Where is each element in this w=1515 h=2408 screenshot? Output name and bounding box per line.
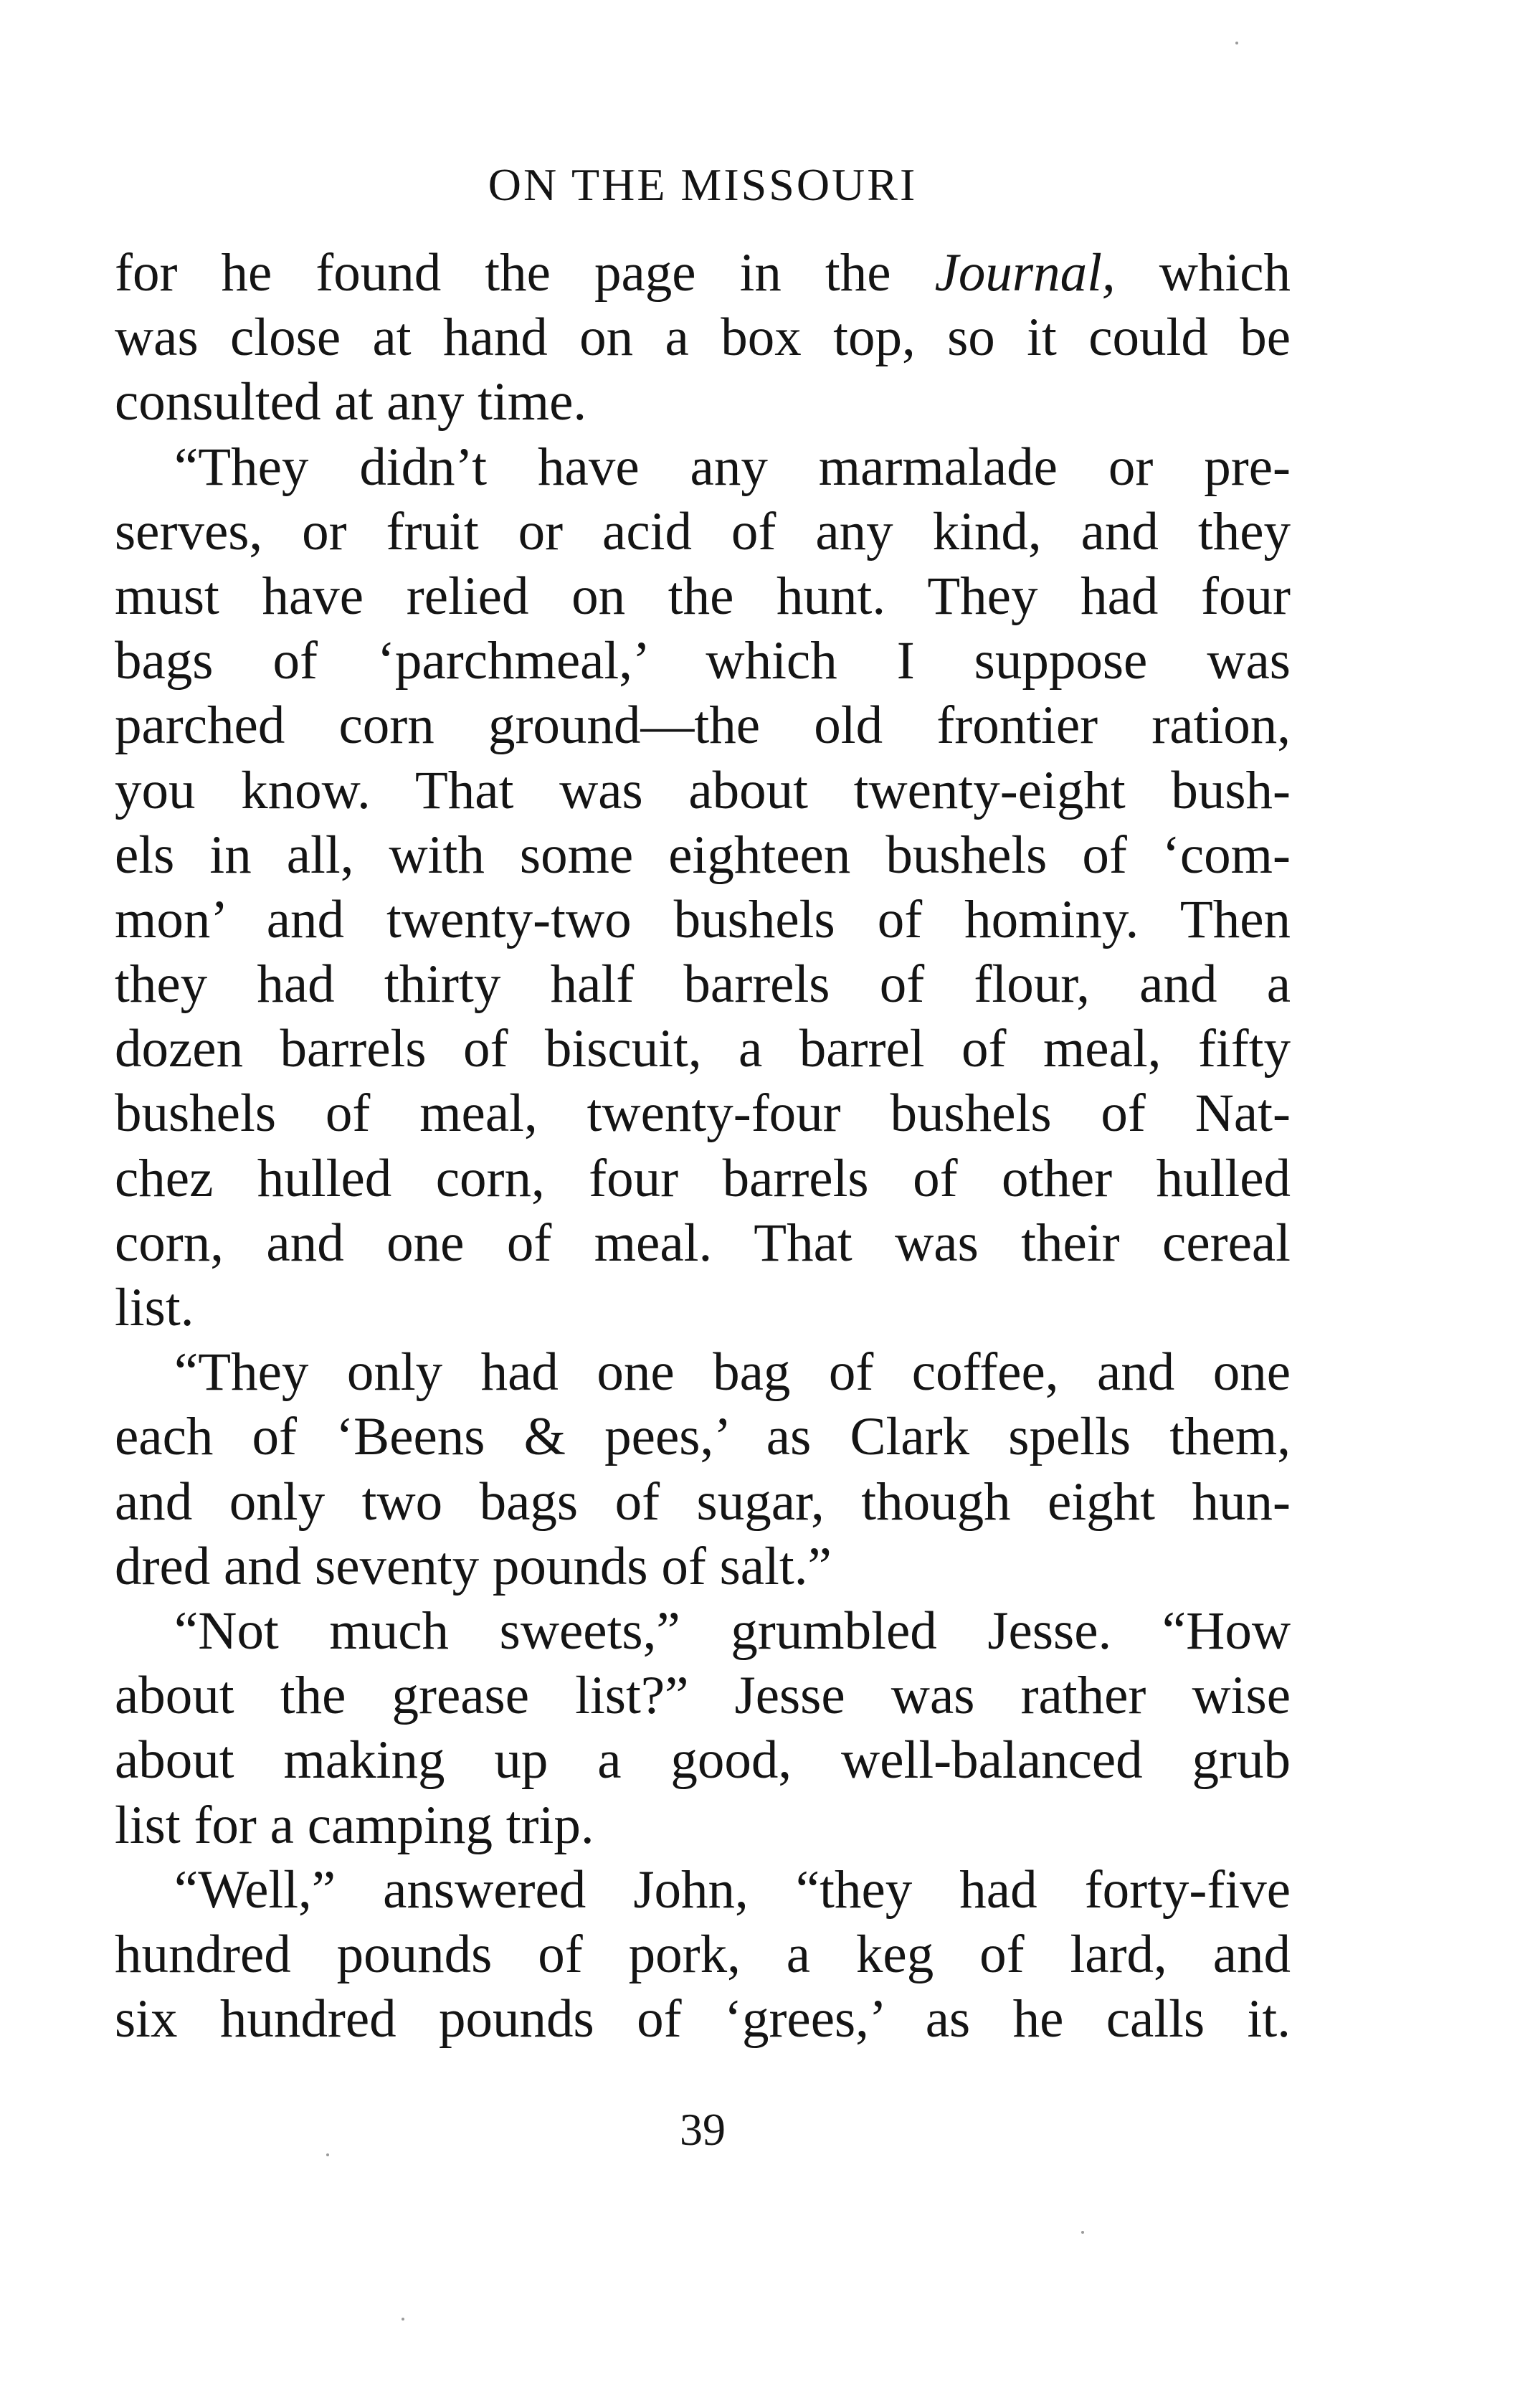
text-segment: must have relied on the hunt. They had four: [115, 566, 1291, 626]
text-line: [115, 1858, 1291, 1923]
text-line: [115, 1147, 1291, 1211]
text-segment: list for a camping trip.: [115, 1795, 594, 1855]
text-segment: “Well,” answered John, “they had forty-five: [174, 1859, 1291, 1920]
text-line: [115, 305, 1291, 370]
text-line: [115, 1340, 1291, 1405]
text-segment: they had thirty half barrels of flour, and a: [115, 954, 1291, 1015]
text-line: [115, 1728, 1291, 1793]
text-line: [115, 241, 1291, 305]
body-text: [115, 241, 1291, 2052]
text-line: [115, 500, 1291, 564]
text-segment: dozen barrels of biscuit, a barrel of meal, fifty: [115, 1019, 1291, 1079]
text-segment: “They only had one bag of coffee, and one: [174, 1342, 1291, 1403]
text-line: [115, 1599, 1291, 1664]
text-line: [115, 1793, 1291, 1858]
text-segment: dred and seventy pounds of salt.”: [115, 1536, 832, 1596]
running-head: ON THE MISSOURI: [488, 159, 918, 210]
text-line: [115, 564, 1291, 629]
text-line: [115, 1017, 1291, 1081]
text-segment: “They didn’t have any marmalade or pre-: [174, 437, 1291, 497]
text-line: [115, 1405, 1291, 1469]
text-line: [115, 1535, 1291, 1599]
text-line: [115, 1081, 1291, 1146]
text-segment: hundred pounds of pork, a keg of lard, and: [115, 1924, 1291, 1984]
text-segment: mon’ and twenty-two bushels of hominy. Then: [115, 889, 1291, 949]
text-segment: “Not much sweets,” grumbled Jesse. “How: [174, 1601, 1291, 1661]
italic-title: Journal,: [934, 243, 1116, 303]
text-line: [115, 1470, 1291, 1535]
paper-speck: [326, 2153, 329, 2156]
text-segment: bags of ‘parchmeal,’ which I suppose was: [115, 631, 1291, 691]
text-line: [115, 1664, 1291, 1728]
text-segment: els in all, with some eighteen bushels of ‘com-: [115, 825, 1291, 885]
paper-speck: [402, 2318, 404, 2321]
text-line: [115, 435, 1291, 500]
text-line: [115, 1987, 1291, 2052]
text-segment: was close at hand on a box top, so it could be: [115, 308, 1291, 368]
text-line: [115, 1276, 1291, 1340]
text-segment: for he found the page in the: [115, 243, 935, 303]
text-line: [115, 1923, 1291, 1987]
paper-speck: [1081, 2231, 1084, 2234]
text-line: [115, 629, 1291, 693]
text-segment: you know. That was about twenty-eight bush-: [115, 760, 1291, 820]
text-segment: each of ‘Beens & pees,’ as Clark spells them,: [115, 1407, 1291, 1467]
text-segment: and only two bags of sugar, though eight hun-: [115, 1471, 1291, 1532]
paper-speck: [1235, 42, 1238, 44]
text-segment: chez hulled corn, four barrels of other hulled: [115, 1148, 1291, 1208]
text-segment: about the grease list?” Jesse was rather wise: [115, 1666, 1291, 1726]
text-segment: serves, or fruit or acid of any kind, and they: [115, 501, 1291, 561]
text-line: [115, 952, 1291, 1017]
text-line: [115, 759, 1291, 823]
page-number: 39: [680, 2104, 726, 2155]
text-segment: bushels of meal, twenty-four bushels of Nat-: [115, 1084, 1291, 1144]
text-segment: list.: [115, 1278, 194, 1337]
text-line: [115, 888, 1291, 952]
text-line: [115, 1211, 1291, 1276]
text-segment: about making up a good, well-balanced grub: [115, 1730, 1291, 1791]
text-segment: which: [1115, 243, 1291, 303]
text-segment: six hundred pounds of ‘grees,’ as he calls it.: [115, 1989, 1291, 2049]
text-segment: consulted at any time.: [115, 372, 587, 432]
text-line: [115, 693, 1291, 758]
text-line: [115, 823, 1291, 888]
text-segment: parched corn ground—the old frontier ration,: [115, 696, 1291, 756]
text-line: [115, 370, 1291, 435]
text-segment: corn, and one of meal. That was their cereal: [115, 1213, 1291, 1273]
